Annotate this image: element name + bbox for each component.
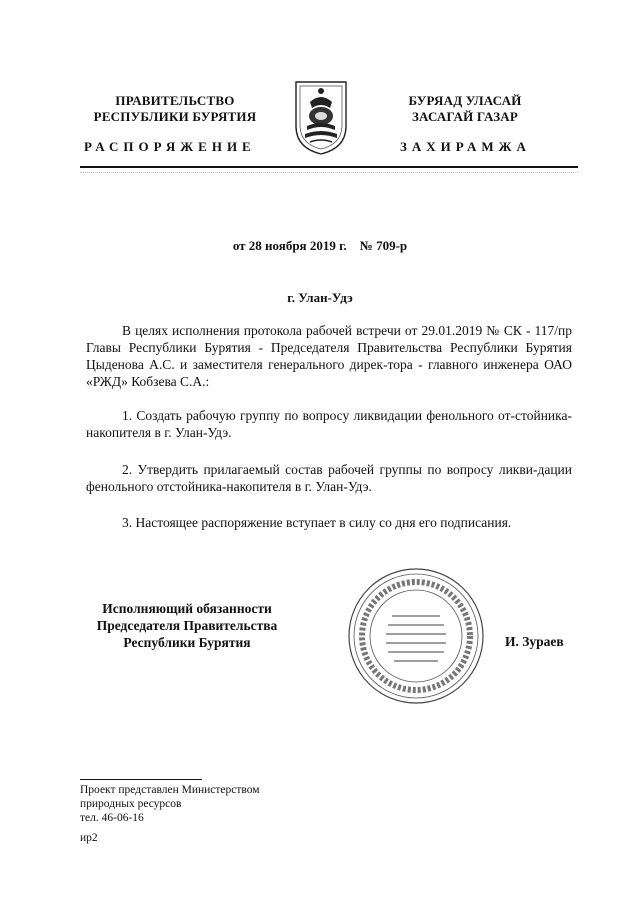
- header-left-line1: ПРАВИТЕЛЬСТВО: [115, 93, 235, 108]
- doctype-right: ЗАХИРАМЖА: [400, 139, 531, 154]
- header-left-line2: РЕСПУБЛИКИ БУРЯТИЯ: [93, 109, 257, 124]
- document-city: г. Улан-Удэ: [287, 290, 353, 305]
- header-right-block: [350, 93, 580, 125]
- footer-line3: тел. 46-06-16: [80, 812, 144, 824]
- signer-title-line2: Председателя Правительства: [96, 618, 278, 633]
- header-right-line1: БУРЯАД УЛАСАЙ: [408, 93, 522, 108]
- item-2-paragraph: 2. Утвердить прилагаемый состав рабочей группы по вопросу ликви-дации фенольного отстойника-накопителя в г. Улан-Удэ.: [86, 462, 572, 494]
- header-right-line2: ЗАСАГАЙ ГАЗАР: [411, 109, 519, 124]
- header-left-block: [60, 93, 290, 125]
- preamble-paragraph: В целях исполнения протокола рабочей встречи от 29.01.2019 № СК - 117/пр Главы Республики Бурятия - Председателя Правительства Республики Бурятия Цыденова А.С. и заместителя генерального дирек-тора - главного инженера ОАО «РЖД» Кобзева С.А.:: [86, 323, 572, 389]
- signer-title-line1: Исполняющий обязанности: [102, 601, 272, 616]
- official-stamp: [346, 566, 486, 706]
- item-3-paragraph: 3. Настоящее распоряжение вступает в силу со дня его подписания.: [122, 515, 512, 530]
- footer-divider: [80, 779, 202, 780]
- signer-title: [72, 600, 302, 651]
- footer-block: [80, 783, 260, 845]
- footer-code: ир2: [80, 832, 98, 844]
- footer-line1: Проект представлен Министерством: [80, 784, 260, 796]
- signer-name: И. Зураев: [505, 634, 564, 649]
- doctype-left: РАСПОРЯЖЕНИЕ: [84, 139, 256, 154]
- footer-line2: природных ресурсов: [80, 798, 182, 810]
- signer-title-line3: Республики Бурятия: [123, 635, 251, 650]
- item-1-paragraph: 1. Создать рабочую группу по вопросу ликвидации фенольного от-стойника-накопителя в г. Улан-Удэ.: [86, 408, 572, 440]
- header-divider: [80, 166, 578, 168]
- coat-of-arms-emblem: [290, 78, 352, 156]
- document-date-number: от 28 ноября 2019 г. № 709-р: [232, 238, 408, 253]
- header-dotted-divider: [80, 172, 578, 173]
